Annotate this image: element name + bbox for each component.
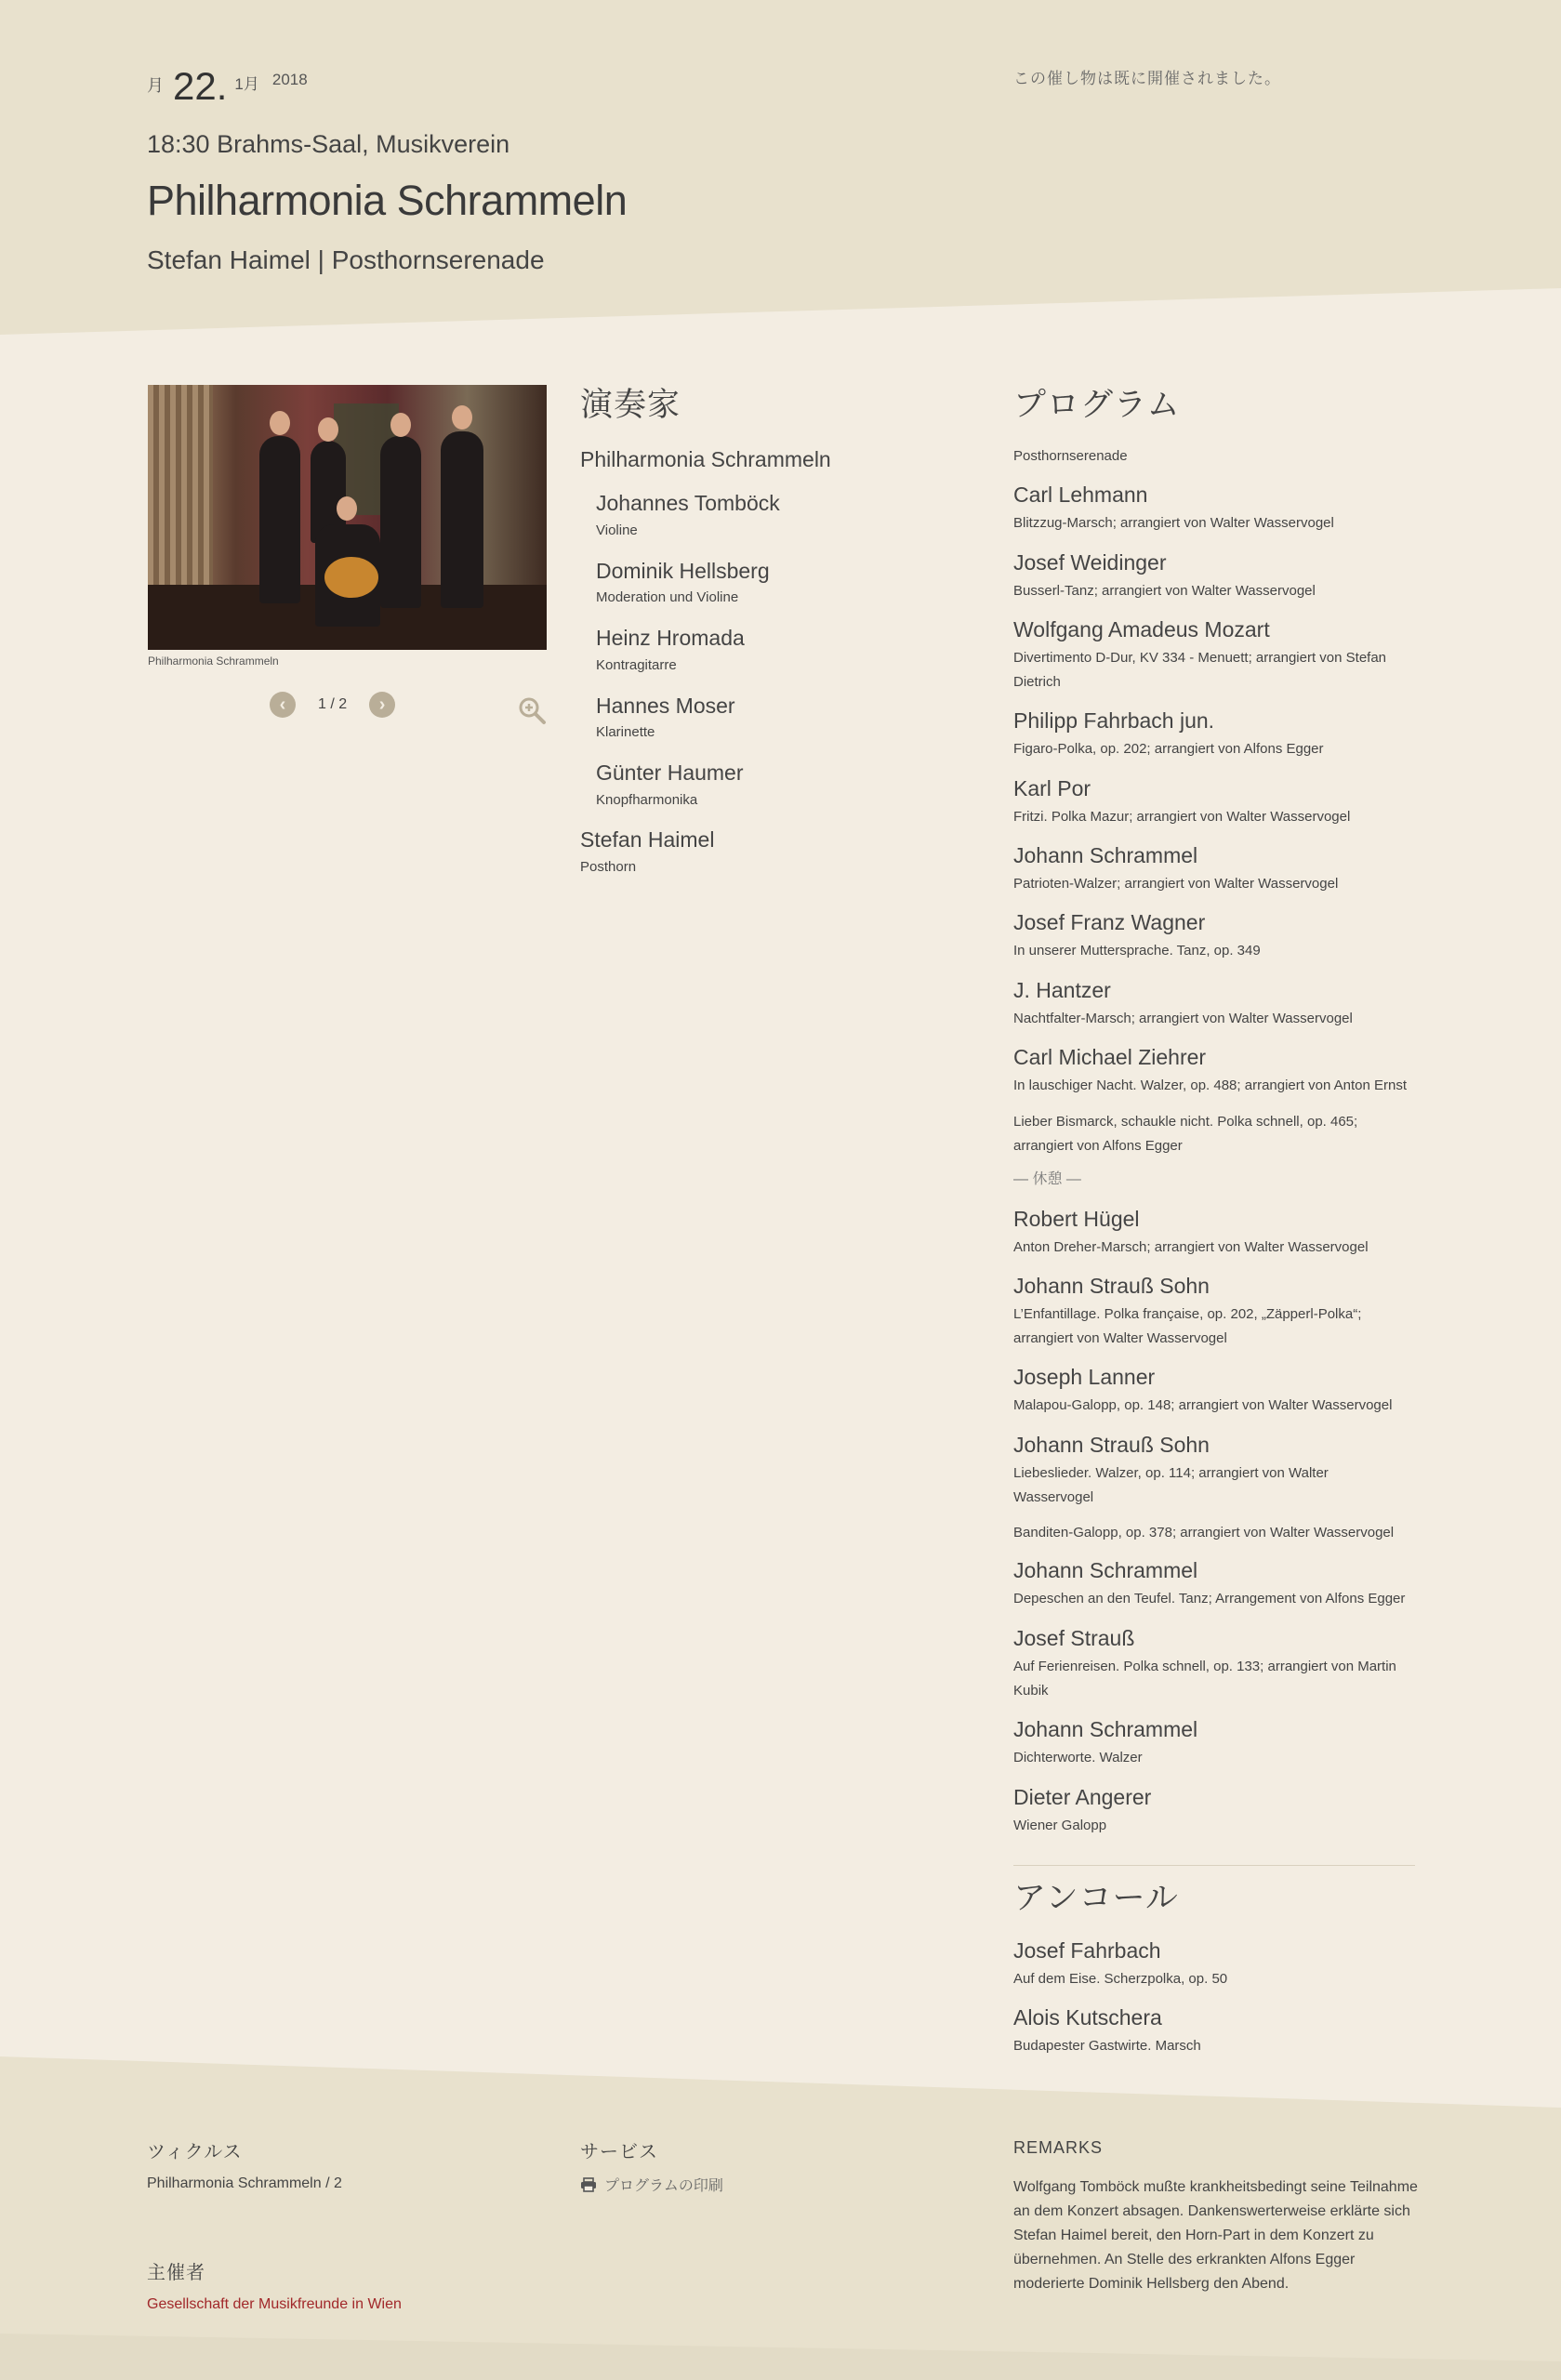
organizer-link[interactable]: Gesellschaft der Musikfreunde in Wien — [147, 2296, 402, 2312]
program-work: Wasservogel — [1013, 1489, 1094, 1505]
past-event-notice: この催し物は既に開催されました。 — [1013, 70, 1281, 87]
performer-role: Knopfharmonika — [596, 792, 698, 808]
program-work: Divertimento D-Dur, KV 334 - Menuett; arrangiert von Stefan — [1013, 650, 1387, 666]
program-work: arrangiert von Walter Wasservogel — [1013, 1330, 1227, 1346]
photo-musician-head — [452, 405, 472, 430]
program-work: Blitzzug-Marsch; arrangiert von Walter Wasservogel — [1013, 515, 1334, 531]
performer-role: Klarinette — [596, 724, 655, 740]
chevron-right-icon[interactable]: › — [369, 692, 395, 718]
program-work: Dichterworte. Walzer — [1013, 1750, 1143, 1765]
photo-musician-head — [270, 411, 290, 435]
photo-musician-head — [390, 413, 411, 437]
page-subtitle: Stefan Haimel | Posthornserenade — [147, 245, 545, 274]
program-work: In unserer Muttersprache. Tanz, op. 349 — [1013, 943, 1261, 959]
encore-work: Auf dem Eise. Scherzpolka, op. 50 — [1013, 1971, 1228, 1987]
event-month: 1月 — [234, 75, 259, 93]
program-composer[interactable]: Johann Schrammel — [1013, 1558, 1198, 1582]
soloist-name[interactable]: Stefan Haimel — [580, 827, 715, 852]
encore-composer[interactable]: Josef Fahrbach — [1013, 1938, 1161, 1963]
program-series: Posthornserenade — [1013, 448, 1128, 464]
program-work: arrangiert von Alfons Egger — [1013, 1138, 1183, 1154]
soloist-role: Posthorn — [580, 859, 637, 875]
page-title: Philharmonia Schrammeln — [147, 177, 628, 224]
performer-role: Kontragitarre — [596, 657, 677, 673]
program-work: Dietrich — [1013, 674, 1061, 690]
event-date — [147, 65, 308, 106]
program-composer[interactable]: Karl Por — [1013, 776, 1091, 800]
intermission-label: — 休憩 — — [1013, 1171, 1081, 1187]
performer-name[interactable]: Günter Haumer — [596, 760, 744, 785]
program-composer[interactable]: J. Hantzer — [1013, 978, 1111, 1002]
program-composer[interactable]: Josef Strauß — [1013, 1626, 1135, 1650]
service-heading: サービス — [580, 2142, 658, 2162]
event-weekday: 月 — [147, 76, 164, 95]
program-work: Kubik — [1013, 1683, 1049, 1699]
photo-guitar — [324, 557, 378, 598]
program-composer[interactable]: Josef Weidinger — [1013, 550, 1167, 575]
program-composer[interactable]: Carl Lehmann — [1013, 483, 1148, 507]
print-program-link[interactable] — [580, 2174, 723, 2195]
program-composer[interactable]: Johann Schrammel — [1013, 843, 1198, 867]
ensemble-photo[interactable] — [148, 385, 547, 650]
remarks-text: Wolfgang Tomböck mußte krankheitsbedingt seine Teilnahme an dem Konzert absagen. Dankenswerterweise erklärte sich Stefan Haimel bereit, den Horn-Part in dem Konzert zu übernehmen. An Stelle des erkrankten Alfons Egger moderierte Dominik Hellsberg den Abend. — [1013, 2179, 1418, 2292]
program-work: Fritzi. Polka Mazur; arrangiert von Walter Wasservogel — [1013, 809, 1351, 825]
program-work: Liebeslieder. Walzer, op. 114; arrangiert von Walter — [1013, 1465, 1329, 1481]
program-work: In lauschiger Nacht. Walzer, op. 488; arrangiert von Anton Ernst — [1013, 1078, 1408, 1093]
event-year: 2018 — [271, 71, 308, 88]
event-day: 22. — [173, 64, 228, 108]
program-composer[interactable]: Johann Schrammel — [1013, 1717, 1198, 1741]
cycle-heading: ツィクルス — [147, 2142, 243, 2162]
program-work: Nachtfalter-Marsch; arrangiert von Walter Wasservogel — [1013, 1011, 1353, 1026]
program-work: Figaro-Polka, op. 202; arrangiert von Alfons Egger — [1013, 741, 1324, 757]
program-work: L’Enfantillage. Polka française, op. 202, „Zäpperl-Polka“; — [1013, 1306, 1362, 1322]
program-work: Banditen-Galopp, op. 378; arrangiert von Walter Wasservogel — [1013, 1525, 1395, 1540]
event-time-venue: 18:30 Brahms-Saal, Musikverein — [147, 130, 510, 158]
program-work: Anton Dreher-Marsch; arrangiert von Walter Wasservogel — [1013, 1239, 1369, 1255]
ensemble-name[interactable]: Philharmonia Schrammeln — [580, 447, 831, 471]
program-composer[interactable]: Wolfgang Amadeus Mozart — [1013, 617, 1270, 641]
photo-caption: Philharmonia Schrammeln — [148, 654, 279, 668]
performer-role: Moderation und Violine — [596, 589, 739, 605]
program-composer[interactable]: Josef Franz Wagner — [1013, 910, 1206, 934]
program-work: Lieber Bismarck, schaukle nicht. Polka schnell, op. 465; — [1013, 1114, 1358, 1130]
encore-work: Budapester Gastwirte. Marsch — [1013, 2038, 1201, 2054]
gallery-pager — [270, 692, 395, 718]
program-composer[interactable]: Philipp Fahrbach jun. — [1013, 708, 1215, 733]
program-composer[interactable]: Carl Michael Ziehrer — [1013, 1045, 1207, 1069]
chevron-left-icon[interactable]: ‹ — [270, 692, 296, 718]
gallery-page-indicator: 1 / 2 — [318, 696, 348, 712]
program-composer[interactable]: Johann Strauß Sohn — [1013, 1274, 1210, 1298]
organizer-heading: 主催者 — [147, 2263, 205, 2283]
zoom-in-icon[interactable] — [517, 695, 547, 725]
performer-name[interactable]: Dominik Hellsberg — [596, 559, 770, 583]
program-composer[interactable]: Robert Hügel — [1013, 1207, 1140, 1231]
photo-musician — [380, 436, 421, 608]
program-work: Malapou-Galopp, op. 148; arrangiert von Walter Wasservogel — [1013, 1397, 1393, 1413]
header-band — [0, 0, 1561, 335]
performer-name[interactable]: Heinz Hromada — [596, 626, 745, 650]
encore-divider — [1013, 1865, 1415, 1866]
program-work: Busserl-Tanz; arrangiert von Walter Wasservogel — [1013, 583, 1316, 599]
printer-icon — [580, 2177, 597, 2192]
cycle-text: Philharmonia Schrammeln / 2 — [147, 2175, 342, 2191]
photo-musician — [259, 436, 300, 603]
performer-role: Violine — [596, 522, 638, 538]
performer-name[interactable]: Johannes Tomböck — [596, 491, 780, 515]
program-work: Patrioten-Walzer; arrangiert von Walter Wasservogel — [1013, 876, 1339, 892]
photo-musician-head — [318, 417, 338, 442]
program-work: Depeschen an den Teufel. Tanz; Arrangement von Alfons Egger — [1013, 1591, 1406, 1606]
remarks-heading: REMARKS — [1013, 2138, 1104, 2157]
encore-composer[interactable]: Alois Kutschera — [1013, 2005, 1162, 2030]
program-work: Wiener Galopp — [1013, 1818, 1107, 1833]
encore-heading: アンコール — [1013, 1880, 1179, 1916]
program-heading: プログラム — [1013, 387, 1181, 423]
photo-musician — [441, 431, 483, 608]
program-composer[interactable]: Dieter Angerer — [1013, 1785, 1152, 1809]
print-program-label: プログラムの印刷 — [604, 2178, 723, 2194]
program-composer[interactable]: Joseph Lanner — [1013, 1365, 1156, 1389]
program-work: Auf Ferienreisen. Polka schnell, op. 133; arrangiert von Martin — [1013, 1659, 1396, 1674]
photo-musician-head — [337, 496, 357, 521]
program-composer[interactable]: Johann Strauß Sohn — [1013, 1433, 1210, 1457]
performer-name[interactable]: Hannes Moser — [596, 694, 735, 718]
performers-heading: 演奏家 — [580, 387, 681, 423]
